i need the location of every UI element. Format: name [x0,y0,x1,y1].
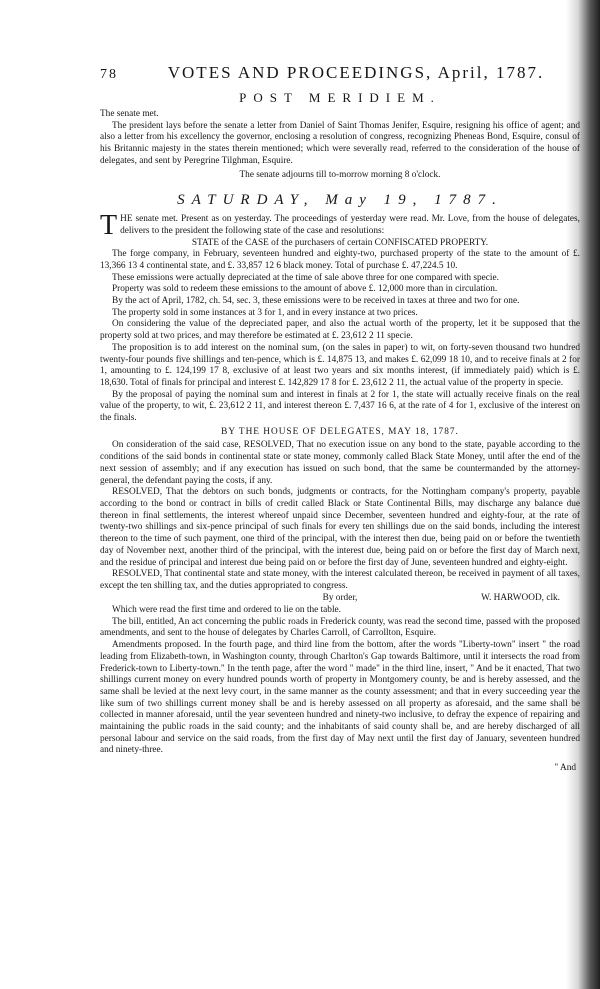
closing-paragraph: Amendments proposed. In the fourth page, and third line from the bottom, after the words "Liberty-town" insert " the road leading from Elizabeth-town, in Washington county, through Charlton's Gap towards Baltimore, until it intersects the road from Frederick-town to Liberty-town." In the tenth page, after the word " made" in the third line, insert, " And be it enacted, That two shillings current money on every hundred pounds worth of property in Montgomery county, be and is hereby assessed, and the same shall be levied at the next levy court, in the same manner as the county assessment; and that in every succeeding year the like sum of two shillings current money shall be and is hereby assessed on all property as aforesaid, and the same shall be collected in manner aforesaid, until the year seventeen hundred and ninety-two inclusive, to defray the expence of repairing and maintaining the public roads in the said county; and the inhabitants of said county shall be, and are hereby discharged of all personal labour and service on the said roads, from the first day of May next until the first day of January, seventeen hundred and ninety-three. [100,640,580,756]
day-paragraph-text: HE senate met. Present as on yesterday. The proceedings of yesterday were read. Mr. Love, from the house of delegates, delivers to the president the following state of the case and resolutions: [120,214,580,236]
catchword: " And [554,763,576,774]
day-paragraph: Property was sold to redeem these emissions to the amount of above £. 12,000 more than in circulation. [112,284,498,295]
day-paragraph: By the proposal of paying the nominal sum and interest in finals at 2 for 1, the state will actually receive finals on the real value of the property, to wit, £. 23,612 2 11, and interest thereon £. 7,437 16 6, at the rate of 4 for 1, exclusive of the interest on the finals. [100,389,580,424]
section-title: POST MERIDIEM. [239,89,441,105]
resolution-paragraph: On consideration of the said case, RESOLVED, That no execution issue on any bond to the state, payable according to the conditions of the said bonds in continental state or state money, commonly called Black State Money, until after the end of the next session of assembly; and if any execution has issued on such bond, that the same be countermanded by the attorney-general, the defendant paying the costs, if any. [100,440,580,486]
day-paragraph: On considering the value of the depreciated paper, and also the actual worth of the property, let it be supposed that the property sold at two prices, and may therefore be estimated at £. 23,612 2 11 specie. [100,319,580,342]
day-paragraph: The forge company, in February, seventeen hundred and eighty-two, purchased property of the state to the amount of £. 13,366 13 4 continental state, and £. 33,857 12 6 black money. Total of purchase £. 47,224.5 10. [100,249,580,271]
page-number: 78 [100,67,118,82]
drop-cap: T [100,210,118,242]
resolution-paragraph: RESOLVED, That continental state and state money, with the interest calculated thereon, be received in payment of all taxes, except the ten shilling tax, and the duties appropriated to congress. [100,569,580,591]
house-heading: BY THE HOUSE OF DELEGATES, MAY 18, 1787. [221,426,459,437]
running-title: VOTES AND PROCEEDINGS, April, 1787. [167,63,545,82]
day-paragraph: The proposition is to add interest on the nominal sum, (on the sales in paper) to wit, on forty-seven thousand two hundred twenty-four pounds five shillings and ten-pence, which is £. 14,875 13, and makes £. 62,099 18 10, and to receive finals at 2 for 1, amounting to £. 124,199 17 8, exclusive of at least two years and six months interest, (if immediately paid) which is £. 18,630. Total of finals for principal and interest £. 142,829 17 8 for £. 23,612 2 11, the actual value of the property in specie. [100,342,580,388]
day-paragraph: By the act of April, 1782, ch. 54, sec. 3, these emissions were to be received in taxes at three and two for one. [112,296,520,307]
resolution-paragraph: RESOLVED, That the debtors on such bonds, judgments or contracts, for the Nottingham company's property, payable according to the bond or contract in bills of credit called Black or State Continental Bills, may discharge any balance due thereon in final settlements, the interest whereof unpaid since December, seventeen hundred and eighty-four, at the rate of twenty-two shillings and six-pence principal of such finals for every ten shillings due on the said bonds, including the interest thereon to the time of such payment, one third of the principal, with the interest then due, being paid on or before the twentieth day of November next, another third of the principal, with the interest due, being paid on or before the first day of March next, and the residue of principal and interest due being paid on or before the first day of June, seventeen hundred and eighty-eight. [100,487,580,568]
day-heading: SATURDAY, May 19, 1787. [177,192,503,209]
pm-paragraph: The senate met. [100,109,159,119]
pm-paragraph: The president lays before the senate a letter from Daniel of Saint Thomas Jenifer, Esquire, resigning his office of agent; and also a letter from his excellency the governor, enclosing a resolution of congress, recognizing Pheneas Bond, Esquire, consul of his Britannic majesty in the states therein mentioned; which were severally read, referred to the consideration of the house of delegates, and sent by Peregrine Tilghman, Esquire. [100,120,580,166]
day-paragraph: These emissions were actually depreciated at the time of sale above three for one compared with specie. [112,272,499,283]
by-order: By order, [322,592,358,603]
closing-paragraph: Which were read the first time and ordered to lie on the table. [112,605,341,616]
case-title: STATE of the CASE of the purchasers of certain CONFISCATED PROPERTY. [191,237,489,248]
document-page [100,62,580,982]
day-paragraph [100,210,580,242]
running-header [100,62,580,84]
day-paragraph: The property sold in some instances at 3 for 1, and in every instance at two prices. [112,307,418,318]
clerk-signature: W. HARWOOD, clk. [481,593,560,604]
closing-paragraph: The bill, entitled, An act concerning the public roads in Frederick county, was read the second time, passed with the proposed amendments, and sent to the house of delegates by Charles Carroll, of Carrollton, Esquire. [100,616,580,639]
adjournment-line: The senate adjourns till to-morrow morning 8 o'clock. [239,169,441,180]
